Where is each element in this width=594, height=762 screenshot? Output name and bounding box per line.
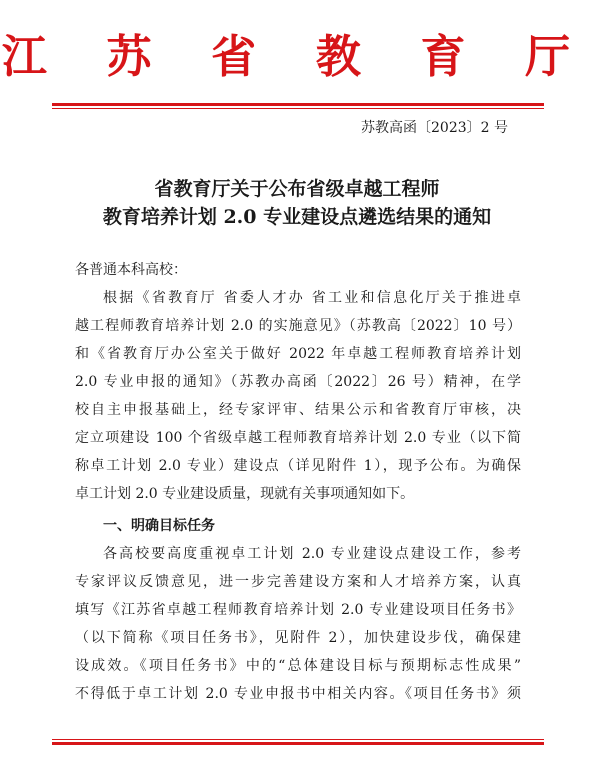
- paragraph-1-line: 称卓工计划 2.0 专业）建设点（详见附件 1），现予公布。为确保: [75, 458, 521, 474]
- document-number: 苏教高函〔2023〕2 号: [361, 120, 508, 136]
- footer-red-line-thick: [52, 742, 544, 745]
- paragraph-1-line: 根据《省教育厅 省委人才办 省工业和信息化厅关于推进卓: [103, 290, 521, 306]
- document-title-line-1: 省教育厅关于公布省级卓越工程师: [154, 178, 440, 200]
- paragraph-2-line: 各高校要高度重视卓工计划 2.0 专业建设点建设工作，参考: [103, 546, 521, 562]
- paragraph-2-line: 专家评议反馈意见，进一步完善建设方案和人才培养方案，认真: [75, 574, 521, 590]
- paragraph-2-line: 设成效。《项目任务书》中的“总体建设目标与预期标志性成果”: [75, 658, 521, 674]
- document-title-line-2: 教育培养计划 2.0 专业建设点遴选结果的通知: [102, 206, 492, 228]
- salutation: 各普通本科高校：: [75, 262, 187, 278]
- masthead-red-line-thin: [52, 108, 544, 109]
- masthead-title: 江 苏 省 教 育 厅: [1, 30, 593, 83]
- paragraph-1-line: 越工程师教育培养计划 2.0 的实施意见》（苏教高〔2022〕10 号）: [75, 318, 521, 334]
- paragraph-1-line: 和《省教育厅办公室关于做好 2022 年卓越工程师教育培养计划: [75, 346, 521, 362]
- paragraph-1-line: 2.0 专业申报的通知》（苏教办高函〔2022〕26 号）精神，在学: [75, 374, 521, 390]
- paragraph-2-line: 不得低于卓工计划 2.0 专业申报书中相关内容。《项目任务书》须: [75, 686, 521, 702]
- masthead-red-line-thick: [52, 103, 544, 106]
- section-heading-1: 一、明确目标任务: [103, 518, 215, 534]
- footer-red-line-thin: [52, 739, 544, 740]
- paragraph-1-line: 卓工计划 2.0 专业建设质量，现就有关事项通知如下。: [75, 486, 415, 502]
- paragraph-2-line: 填写《江苏省卓越工程师教育培养计划 2.0 专业建设项目任务书》: [75, 602, 521, 618]
- paragraph-1-line: 定立项建设 100 个省级卓越工程师教育培养计划 2.0 专业（以下简: [75, 430, 521, 446]
- paragraph-1-line: 校自主申报基础上，经专家评审、结果公示和省教育厅审核，决: [75, 402, 521, 418]
- paragraph-2-line: （以下简称《项目任务书》，见附件 2），加快建设步伐，确保建: [75, 630, 521, 646]
